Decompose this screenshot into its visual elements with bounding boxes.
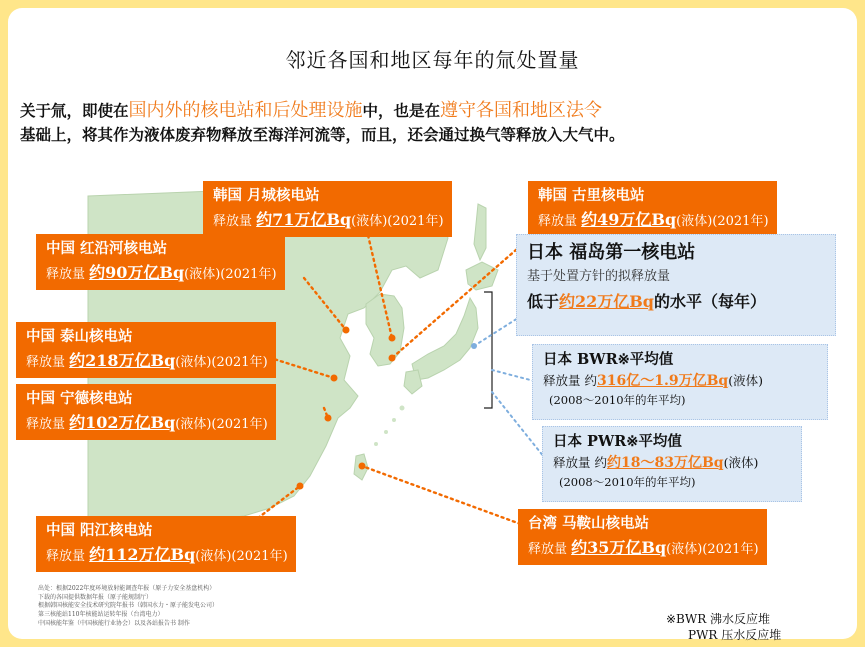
yangjiang-release	[38, 544, 294, 570]
intro-text	[20, 98, 850, 146]
japan-bracket	[484, 292, 492, 408]
marker-hongyanhe	[343, 327, 350, 334]
hongyanhe-name: 中国 红沿河核电站	[38, 236, 283, 262]
box-fukushima	[516, 234, 836, 336]
wolsong-name: 韩国 月城核电站	[205, 183, 450, 209]
legend-bwr: ※BWR 沸水反应堆	[666, 612, 771, 626]
box-kori	[528, 181, 777, 237]
kori-amount: 约49万亿Bq	[581, 210, 677, 229]
box-maanshan	[518, 509, 767, 565]
box-wolsong	[203, 181, 452, 237]
intro-part-3: 基础上，将其作为液体废弃物释放至海洋河流等，而且，还会通过换气等释放入大气中。	[20, 124, 625, 144]
box-yangjiang	[36, 516, 296, 572]
ningde-amount: 约102万亿Bq	[69, 413, 176, 432]
leader-fukushima	[474, 318, 518, 346]
legend-pwr: PWR 压水反应堆	[688, 628, 782, 643]
marker-ningde	[325, 415, 332, 422]
bwr-label: 释放量 约	[543, 373, 597, 388]
yangjiang-name: 中国 阳江核电站	[38, 518, 294, 544]
maanshan-label: 释放量	[528, 542, 568, 557]
fukushima-name: 日本 福岛第一核电站	[527, 242, 696, 263]
wolsong-note: (液体)(2021年)	[351, 214, 444, 229]
hongyanhe-amount: 约90万亿Bq	[89, 263, 185, 282]
ningde-name: 中国 宁德核电站	[18, 386, 274, 412]
footnote-line: 下载的各国提供数据年报（原子能规制厅）	[38, 593, 153, 601]
maanshan-note: (液体)(2021年)	[666, 542, 759, 557]
fukushima-sub: 基于处置方针的拟释放量	[527, 269, 671, 284]
qinshan-release	[18, 350, 274, 376]
intro-part-2: 中，也是在	[362, 101, 441, 120]
wolsong-label: 释放量	[213, 214, 253, 229]
pwr-label: 释放量 约	[553, 455, 607, 470]
box-ningde	[16, 384, 276, 440]
leader-maanshan	[362, 466, 526, 526]
intro-part-1: 关于氚，即使在	[20, 101, 129, 120]
maanshan-name: 台湾 马鞍山核电站	[520, 511, 765, 537]
page-title: 邻近各国和地区每年的氚处置量	[285, 48, 580, 72]
pwr-period: (2008～2010年的年平均)	[559, 475, 696, 489]
ningde-release	[18, 412, 274, 438]
wolsong-release	[205, 209, 450, 235]
yangjiang-label: 释放量	[46, 549, 86, 564]
footnote-line: 中国核能年鉴（中国核能行业协会）以及各站报告书 制作	[38, 619, 190, 627]
marker-yangjiang	[297, 483, 304, 490]
maanshan-amount: 约35万亿Bq	[571, 538, 667, 557]
hongyanhe-label: 释放量	[46, 267, 86, 282]
maanshan-release	[520, 537, 765, 563]
hongyanhe-note: (液体)(2021年)	[184, 267, 277, 282]
qinshan-note: (液体)(2021年)	[175, 355, 268, 370]
japan-kyushu	[404, 370, 422, 394]
footnote-line: 第三核能站110年核能站运转年报（台湾电力）	[38, 611, 164, 619]
fukushima-pre: 低于	[527, 292, 560, 311]
ningde-label: 释放量	[26, 417, 66, 432]
box-pwr	[542, 426, 802, 502]
pwr-amount: 约18～83万亿Bq	[606, 455, 724, 471]
kori-name: 韩国 古里核电站	[530, 183, 775, 209]
ryukyu-islands	[374, 406, 405, 447]
bwr-amount: 316亿～1.9万亿Bq	[596, 373, 729, 389]
fukushima-amount-line	[527, 287, 825, 317]
pwr-release	[553, 453, 791, 473]
footnote-line: 出处：根据2022年度环境放射能调查年报（原子力安全基盘机构）	[38, 585, 216, 592]
yangjiang-amount: 约112万亿Bq	[89, 545, 196, 564]
marker-fukushima	[471, 343, 477, 349]
kori-label: 释放量	[538, 214, 578, 229]
qinshan-label: 释放量	[26, 355, 66, 370]
pwr-name: 日本 PWR※平均值	[553, 433, 682, 450]
box-hongyanhe	[36, 234, 285, 290]
intro-highlight-1: 国内外的核电站和后处理设施	[128, 100, 363, 121]
footnote-line: 根据韩国核能安全技术研究院年报书（韩国水力・原子能发电公司）	[38, 602, 219, 610]
marker-maanshan	[359, 463, 366, 470]
marker-wolsong	[389, 335, 396, 342]
slide-card	[8, 8, 857, 643]
marker-kori	[389, 355, 396, 362]
source-footnote	[38, 585, 218, 628]
hongyanhe-release	[38, 262, 283, 288]
box-qinshan	[16, 322, 276, 378]
wolsong-amount: 约71万亿Bq	[256, 210, 352, 229]
intro-highlight-2: 遵守各国和地区法令	[440, 100, 603, 121]
pwr-note: (液体)	[723, 455, 759, 470]
qinshan-amount: 约218万亿Bq	[69, 351, 176, 370]
ningde-note: (液体)(2021年)	[175, 417, 268, 432]
kori-note: (液体)(2021年)	[676, 214, 769, 229]
fukushima-post: 的水平（每年）	[654, 292, 767, 311]
japan-honshu	[412, 298, 478, 380]
japan-hokkaido	[466, 262, 498, 290]
reactor-legend	[666, 611, 781, 643]
fukushima-amount: 约22万亿Bq	[559, 292, 654, 311]
bwr-release	[543, 371, 817, 391]
yangjiang-note: (液体)(2021年)	[195, 549, 288, 564]
bwr-name: 日本 BWR※平均值	[543, 351, 674, 368]
kori-release	[530, 209, 775, 235]
qinshan-name: 中国 泰山核电站	[18, 324, 274, 350]
bwr-note: (液体)	[728, 373, 763, 388]
box-bwr	[532, 344, 828, 420]
sakhalin-landmass	[474, 204, 486, 260]
marker-qinshan	[331, 375, 338, 382]
bwr-period: (2008～2010年的年平均)	[549, 393, 686, 407]
